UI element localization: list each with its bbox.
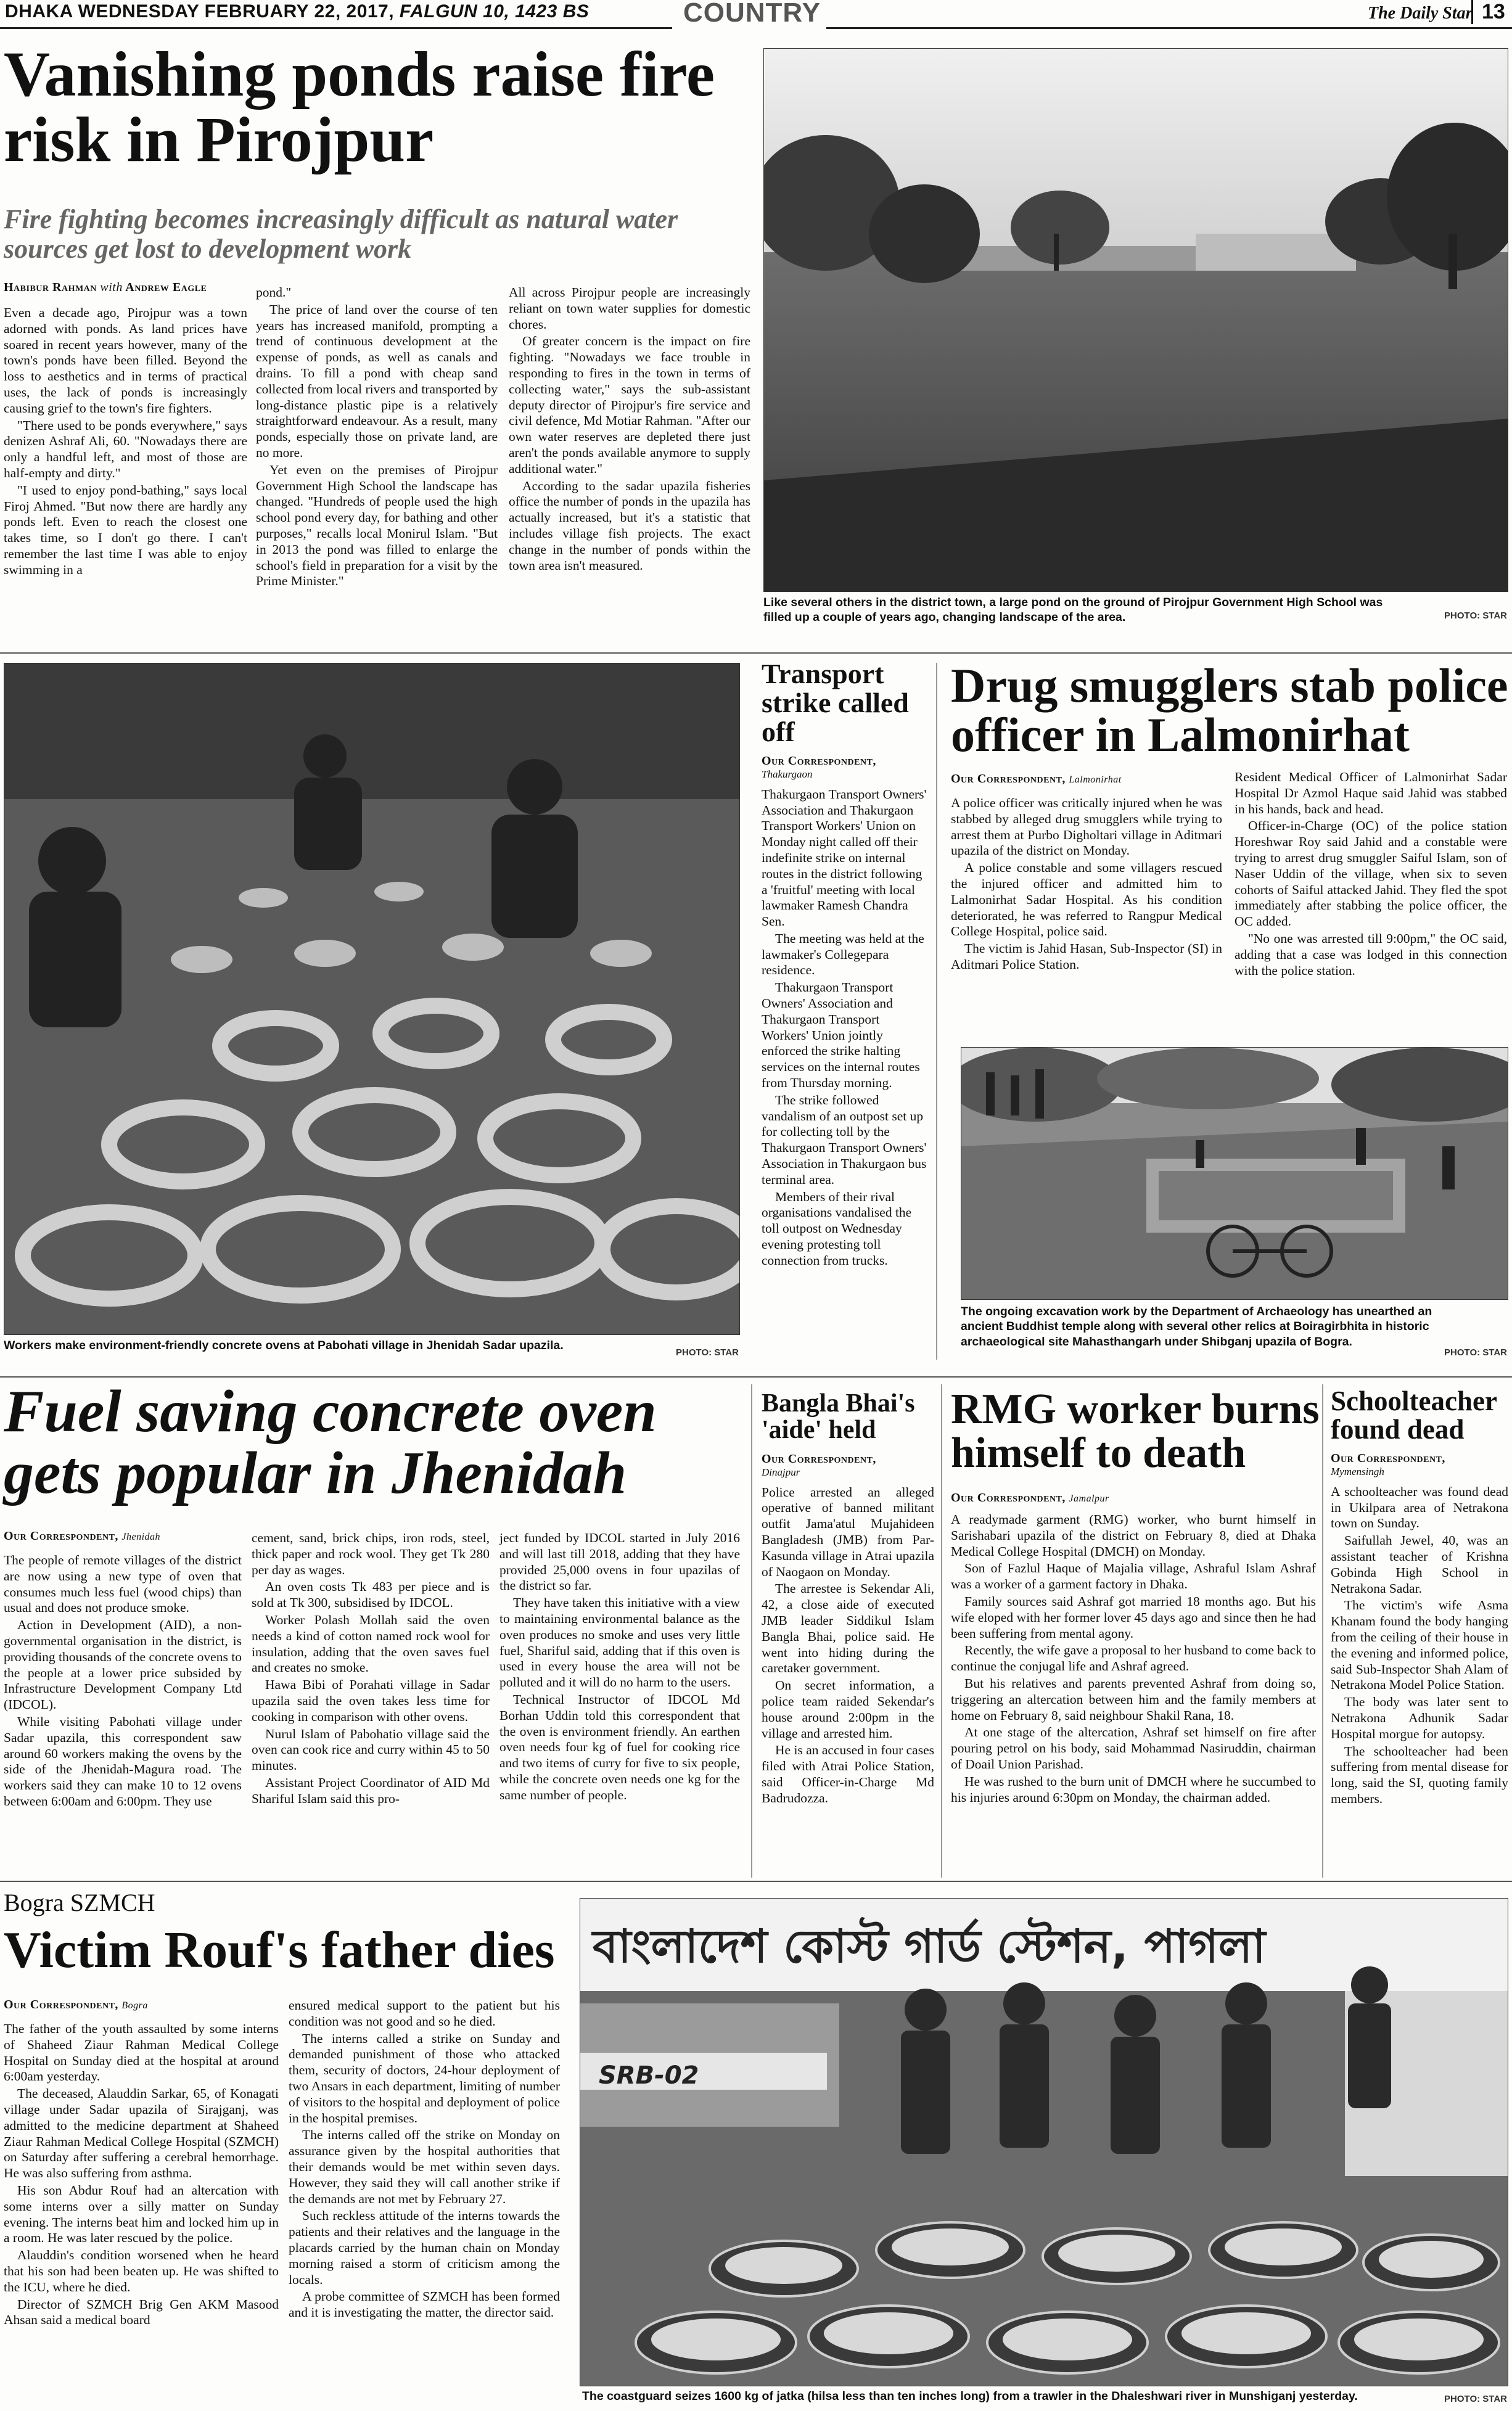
story-bangla: [762, 1390, 934, 1808]
oven-col-1: [4, 1553, 242, 1811]
paragraph: The arrestee is Sekendar Ali, 42, a close aide of executed JMB leader Siddikul Islam Bangla Bhai, police said. He went into hiding during the caretaker government.: [762, 1581, 934, 1676]
divider-3: [0, 1881, 1512, 1882]
story-transport: [762, 660, 928, 1270]
coastguard-banner: বাংলাদেশ কোস্ট গার্ড স্টেশন, পাগলা: [593, 1920, 1266, 1973]
paragraph: The victim's wife Asma Khanam found the body hanging from the ceiling of their house in the evening and informed police, said Sub-Inspector Shah Alam of Netrakona Model Police Station.: [1331, 1598, 1508, 1693]
byline-rmg: [951, 1491, 1259, 1505]
paragraph: Nurul Islam of Pabohatio village said the oven can cook rice and curry within 45 to 50 minutes.: [252, 1726, 490, 1773]
byline-ponds: [4, 281, 250, 295]
paragraph: Resident Medical Officer of Lalmonirhat Sadar Hospital Dr Azmol Haque said Jahid was stabbed in his hands, back and head.: [1235, 770, 1507, 816]
paragraph: A readymade garment (RMG) worker, who burnt himself in Sarishabari upazila of the district on February 8, died at Dhaka Medical College Hospital (DMCH) on Monday.: [951, 1512, 1316, 1559]
paragraph: An oven costs Tk 483 per piece and is sold at Tk 300, subsidised by IDCOL.: [252, 1579, 490, 1611]
rmg-body: [951, 1512, 1316, 1807]
ponds-col-3: [509, 285, 750, 575]
byline-location: Mymensingh: [1331, 1465, 1384, 1477]
divider-v2: [751, 1384, 752, 1878]
credit-coastguard: PHOTO: STAR: [1444, 2394, 1507, 2404]
byline-bangla: [762, 1452, 934, 1466]
paragraph: Saifullah Jewel, 40, was an assistant teacher of Krishna Gobinda High School in Netrakona Sadar.: [1331, 1533, 1508, 1596]
divider-v1: [936, 663, 937, 1360]
dateline-date: WEDNESDAY FEBRUARY 22, 2017,: [78, 1, 395, 22]
paragraph: They have taken this initiative with a view to maintaining environmental balance as the oven produces no smoke and uses very little fuel, Shariful said, adding that if this oven is used in every house the area will not be polluted and it will do no harm to the users.: [499, 1595, 740, 1690]
paragraph: The price of land over the course of ten years has increased manifold, prompting a trend of continuous development at the expense of ponds, as well as canals and drains. To fill a pond with cheap sand collected from local rivers and transported by long-distance plastic pipe is a relatively straightforward endeavour. As a result, many ponds, especially those on private land, are no more.: [256, 302, 498, 460]
caption-school-field: Like several others in the district town, a large pond on the ground of Pirojpur Government High School was filled up a couple of years ago, changing landscape of the area.: [763, 596, 1383, 625]
dateline-city: DHAKA: [5, 1, 73, 22]
kicker-rouf: Bogra SZMCH: [4, 1889, 155, 1916]
byline-correspondent: Our Correspondent,: [762, 754, 876, 768]
story-rouf: [4, 1921, 571, 1979]
paragraph: Such reckless attitude of the interns towards the patients and their relatives and the language in the placards carried by the human chain on Monday morning raised a storm of criticism among the locals.: [289, 2208, 560, 2287]
paragraph: All across Pirojpur people are increasingly reliant on town water supplies for domestic chores.: [509, 285, 750, 332]
masthead-rule-right: [826, 27, 1512, 29]
byline-rouf: [4, 1998, 250, 2012]
headline-rmg: RMG worker burns himself to death: [951, 1386, 1320, 1477]
byline-location: Lalmonirhat: [1069, 774, 1122, 785]
paragraph: The interns called a strike on Sunday and demanded punishment of those who attacked them, security of doctors, 24-hour deployment of two Ansars in each department, limiting of number of visitors to the hospital and deployment of police in the hospital premises.: [289, 2031, 560, 2126]
credit-excavation: PHOTO: STAR: [1444, 1347, 1507, 1358]
byline-correspondent: Our Correspondent,: [1331, 1451, 1445, 1465]
paragraph: "There used to be ponds everywhere," says denizen Ashraf Ali, 60. "Nowadays there are only a handful left, and most of those are half-empty and dirty.": [4, 417, 247, 480]
paragraph: cement, sand, brick chips, iron rods, steel, thick paper and rock wool. They get Tk 280 per day as wages.: [252, 1530, 490, 1577]
deck-ponds: Fire fighting becomes increasingly difficult as natural water sources get lost to development work: [4, 204, 678, 265]
headline-oven: Fuel saving concrete oven gets popular in Jhenidah: [4, 1378, 657, 1506]
byline-correspondent: Our Correspondent,: [951, 772, 1066, 786]
story-teacher: [1331, 1387, 1508, 1809]
paragraph: ject funded by IDCOL started in July 2016 and will last till 2018, adding that they have provided 25,000 ovens in four upazilas of the district so far.: [499, 1530, 740, 1593]
divider-2: [0, 1376, 1512, 1378]
paragraph: The father of the youth assaulted by some interns of Shaheed Ziaur Rahman Medical College Hospital on Sunday died at the hospital at around 6:00am yesterday.: [4, 2021, 279, 2084]
paragraph: A police constable and some villagers rescued the injured officer and admitted him to Lalmonirhat Sadar Hospital. As his condition deteriorated, he was referred to Rangpur Medical College Hospital, police said.: [951, 860, 1222, 939]
paragraph: Son of Fazlul Haque of Majalia village, Ashraful Islam Ashraf was a worker of a garment factory in Dhaka.: [951, 1561, 1316, 1592]
paragraph: He is an accused in four cases filed with Atrai Police Station, said Officer-in-Charge Md Badrudozza.: [762, 1743, 934, 1805]
byline-correspondent: Our Correspondent,: [762, 1452, 876, 1466]
paragraph: A probe committee of SZMCH has been formed and it is investigating the matter, the director said.: [289, 2289, 560, 2320]
paragraph: The schoolteacher had been suffering from mental disease for long, said the SI, quoting family members.: [1331, 1743, 1508, 1806]
paragraph: Alauddin's condition worsened when he heard that his son had been beaten up. He was shifted to the ICU, where he died.: [4, 2248, 279, 2294]
paragraph: His son Abdur Rouf had an altercation with some interns over a silly matter on Sunday evening. The interns beat him and locked him up in a room. He was later rescued by the police.: [4, 2182, 279, 2246]
byline-teacher: [1331, 1452, 1508, 1466]
caption-excavation: The ongoing excavation work by the Department of Archaeology has unearthed an ancient Buddhist temple along with several other relics at Boiragirbhita in historic archaeological site Mahasthangarh under Shibganj upazila of Bogra.: [961, 1305, 1432, 1349]
masthead-rule-left: [0, 27, 672, 29]
section-label: COUNTRY: [683, 0, 821, 28]
photo-coastguard: [580, 1898, 1508, 2386]
paragraph: The meeting was held at the lawmaker's Collegepara residence.: [762, 930, 924, 978]
byline-location: Thakurgaon: [762, 768, 813, 780]
byline-author-a: Habibur Rahman: [4, 281, 97, 294]
paragraph: While visiting Pabohati village under Sadar upazila, this correspondent saw around 60 workers making the ovens by the side of the Jhenidah-Magura road. The workers said they can make 10 to 12 ovens between 6:00am and 6:00pm. They use: [4, 1714, 242, 1809]
headline-transport: Transport strike called off: [762, 658, 909, 747]
paragraph: "I used to enjoy pond-bathing," says local Firoj Ahmed. "But now there are hardly any ponds left. Even to reach the closest one takes time, so I don't go there. I can't remember the last time I was able to enjoy swimming in a: [4, 482, 247, 577]
credit-ovens: PHOTO: STAR: [676, 1347, 739, 1358]
paragraph: Thakurgaon Transport Owners' Association and Thakurgaon Transport Workers' Union jointly enforced the strike halting services on the internal routes from Thursday morning.: [762, 980, 920, 1091]
oven-col-2: [252, 1530, 490, 1809]
credit-school-field: PHOTO: STAR: [1444, 610, 1507, 621]
paragraph: Assistant Project Coordinator of AID Md Shariful Islam said this pro-: [252, 1775, 490, 1806]
headline-bangla: Bangla Bhai's 'aide' held: [762, 1389, 915, 1444]
paragraph: A police officer was critically injured when he was stabbed by alleged drug smugglers while trying to arrest them at Purbo Digholtari village in Aditmari upazila of the district on Monday.: [951, 795, 1222, 858]
divider-1: [0, 652, 1512, 654]
paragraph: On secret information, a police team raided Sekendar's house around 2:00pm in the village and arrested him.: [762, 1678, 934, 1741]
page-number: 13: [1471, 0, 1505, 24]
paragraph: The strike followed vandalism of an outpost set up for collecting toll by the Thakurgaon Transport Owners' Association in Thakurgaon bus terminal area.: [762, 1092, 927, 1187]
byline-location: Jhenidah: [121, 1532, 161, 1542]
paragraph: Members of their rival organisations vandalised the toll outpost on Wednesday evening protesting toll connection from trucks.: [762, 1189, 912, 1268]
photo-school-field: [763, 48, 1508, 592]
paragraph: Action in Development (AID), a non-governmental organisation in the district, is providing thousands of the concrete ovens to the people at a lower price subsided by Infrastructure Development Company Ltd (IDCOL).: [4, 1617, 242, 1712]
paragraph: Of greater concern is the impact on fire fighting. "Nowadays we face trouble in responding to fires in the town in terms of collecting water," says the sub-assistant deputy director of Pirojpur's fire service and civil defence, Md Motiar Rahman. "After our own water reserves are depleted there just aren't the ponds available anymore to supply additional water.": [509, 334, 750, 476]
dateline-bengali: FALGUN 10, 1423 BS: [399, 1, 590, 22]
excavation-image: [961, 1048, 1508, 1299]
drug-col-2: [1235, 770, 1507, 980]
divider-v4: [1322, 1384, 1323, 1878]
headline-teacher: Schoolteacher found dead: [1331, 1386, 1497, 1445]
story-oven: [4, 1378, 750, 1506]
paragraph: The victim is Jahid Hasan, Sub-Inspector (SI) in Aditmari Police Station.: [951, 941, 1222, 972]
byline-author-b: Andrew Eagle: [125, 281, 207, 294]
photo-excavation: [961, 1047, 1508, 1300]
headline-rouf: Victim Rouf's father dies: [4, 1921, 555, 1979]
drug-col-1: [951, 795, 1222, 974]
paragraph: The body was later sent to Netrakona Adhunik Sadar Hospital morgue for autopsy.: [1331, 1694, 1508, 1741]
byline-transport: [762, 754, 928, 768]
ovens-image: [4, 663, 739, 1334]
paragraph: At one stage of the altercation, Ashraf set himself on fire after pouring petrol on his body, said Mohammad Nasiruddin, chairman of Doail Union Parishad.: [951, 1725, 1316, 1772]
ponds-col-2: [256, 285, 498, 591]
byline-correspondent: Our Correspondent,: [4, 1998, 118, 2011]
byline-location: Dinajpur: [762, 1466, 800, 1478]
paragraph: According to the sadar upazila fisheries office the number of ponds in the upazila has actually increased, but it's a statistic that includes village fish projects. The exact change in the number of ponds within the town area isn't measured.: [509, 478, 750, 573]
rouf-col-1: [4, 2021, 279, 2330]
teacher-body: [1331, 1484, 1508, 1807]
dateline: [5, 1, 589, 22]
paragraph: He was rushed to the burn unit of DMCH where he succumbed to his injuries around 6:30pm on Monday, the chairman added.: [951, 1773, 1316, 1805]
paragraph: pond.": [256, 285, 292, 300]
paragraph: Worker Polash Mollah said the oven needs a kind of cotton named rock wool for insulation, adding that the oven saves fuel and creates no smoke.: [252, 1612, 490, 1675]
byline-oven: [4, 1529, 250, 1543]
paragraph: Yet even on the premises of Pirojpur Government High School the landscape has changed. "Hundreds of people used the high school pond every day, for bathing and other purposes," recalls local Monirul Islam. "But in 2013 the pond was filled to enlarge the school's field in preparation for a visit by the Prime Minister.": [256, 462, 498, 589]
transport-body: [762, 787, 928, 1269]
paragraph: Police arrested an alleged operative of banned militant outfit Jama'atul Mujahideen Bangladesh (JMB) from Par-Kasunda village in Atrai upazila of Naogaon on Monday.: [762, 1484, 934, 1579]
paragraph: Thakurgaon Transport Owners' Association and Thakurgaon Transport Workers' Union on Monday night called off their indefinite strike on internal routes in the district following a 'fruitful' meeting with local lawmaker Ramesh Chandra Sen.: [762, 786, 927, 929]
paragraph: Director of SZMCH Brig Gen AKM Masood Ahsan said a medical board: [4, 2296, 279, 2328]
paragraph: Recently, the wife gave a proposal to her husband to come back to continue the conjugal life and Ashraf agreed.: [951, 1643, 1316, 1674]
paper-name: The Daily Star: [1368, 4, 1473, 23]
paragraph: The deceased, Alauddin Sarkar, 65, of Konagati village under Sadar upazila of Sirajganj, was admitted to the medicine department at Shaheed Ziaur Rahman Medical College Hospital (SZMCH) on Saturday after suffering a cerebral hemorrhage. He was also suffering from asthma.: [4, 2086, 279, 2181]
photo-ovens: [4, 663, 740, 1335]
byline-location: Bogra: [121, 2000, 148, 2011]
paragraph: Even a decade ago, Pirojpur was a town adorned with ponds. As land prices have soared in recent years however, many of the town's ponds have been filled. Beyond the loss to aesthetics and in terms of practical uses, the lack of ponds is increasingly causing grief to the town's fire fighters.: [4, 305, 247, 416]
byline-correspondent: Our Correspondent,: [4, 1529, 118, 1543]
story-rmg: [951, 1387, 1321, 1476]
byline-correspondent: Our Correspondent,: [951, 1491, 1066, 1505]
paragraph: Hawa Bibi of Porahati village in Sadar upazila said the oven takes less time for cooking in comparison with other ovens.: [252, 1677, 490, 1724]
caption-ovens: Workers make environment-friendly concrete ovens at Pabohati village in Jhenidah Sadar upazila.: [4, 1339, 564, 1352]
headline-ponds: Vanishing ponds raise fire risk in Pirojpur: [4, 39, 715, 176]
paragraph: "No one was arrested till 9:00pm," the OC said, adding that a case was lodged in this connection with the police station.: [1235, 930, 1507, 978]
paragraph: Family sources said Ashraf got married 18 months ago. But his wife eloped with her former lover 45 days ago and since then he had been suffering from mental agony.: [951, 1593, 1316, 1641]
paragraph: ensured medical support to the patient but his condition was not good and so he died.: [289, 1998, 560, 2029]
paragraph: Technical Instructor of IDCOL Md Borhan Uddin told this correspondent that the oven is environment friendly. An earthen oven needs four kg of fuel for cooking rice and two items of curry for five to six people, while the concrete oven needs one kg for the same number of people.: [499, 1691, 740, 1802]
paragraph: Officer-in-Charge (OC) of the police station Horeshwar Roy said Jahid and a constable were trying to arrest drug smuggler Saiful Islam, son of Naser Uddin of the village, when six to seven cohorts of Saiful attacked Jahid. They fled the spot immediately after stabbing the police officer, the OC added.: [1235, 818, 1507, 929]
bangla-body: [762, 1485, 934, 1807]
boat-label: SRB-02: [599, 2061, 699, 2090]
paragraph: But his relatives and parents prevented Ashraf from doing so, triggering an altercation between him and the family members at home on February 8, said neighbour Shakil Rana, 18.: [951, 1675, 1316, 1723]
school-field-image: [764, 49, 1508, 591]
byline-location: Jamalpur: [1069, 1493, 1109, 1504]
headline-drug: Drug smugglers stab police officer in Lalmonirhat: [951, 659, 1508, 762]
paragraph: The people of remote villages of the district are now using a new type of oven that consumes much less fuel (wood chips) than usual and does not produce smoke.: [4, 1553, 242, 1616]
rouf-col-2: [289, 1998, 560, 2322]
byline-drug: [951, 772, 1198, 786]
caption-coastguard: The coastguard seizes 1600 kg of jatka (hilsa less than ten inches long) from a trawler in the Dhaleshwari river in Munshiganj yesterday.: [582, 2389, 1358, 2403]
divider-v3: [941, 1384, 942, 1878]
story-drug: [951, 659, 1509, 762]
oven-col-3: [499, 1530, 740, 1805]
byline-with: with: [100, 281, 123, 294]
paragraph: A schoolteacher was found dead in Ukilpara area of Netrakona town on Sunday.: [1331, 1484, 1508, 1531]
story-ponds: [4, 39, 755, 176]
paragraph: The interns called off the strike on Monday on assurance given by the hospital authorities that their demands would be met within seven days. However, they said they will call another strike if the demands are not met by February 27.: [289, 2127, 560, 2206]
ponds-col-1: [4, 305, 247, 580]
